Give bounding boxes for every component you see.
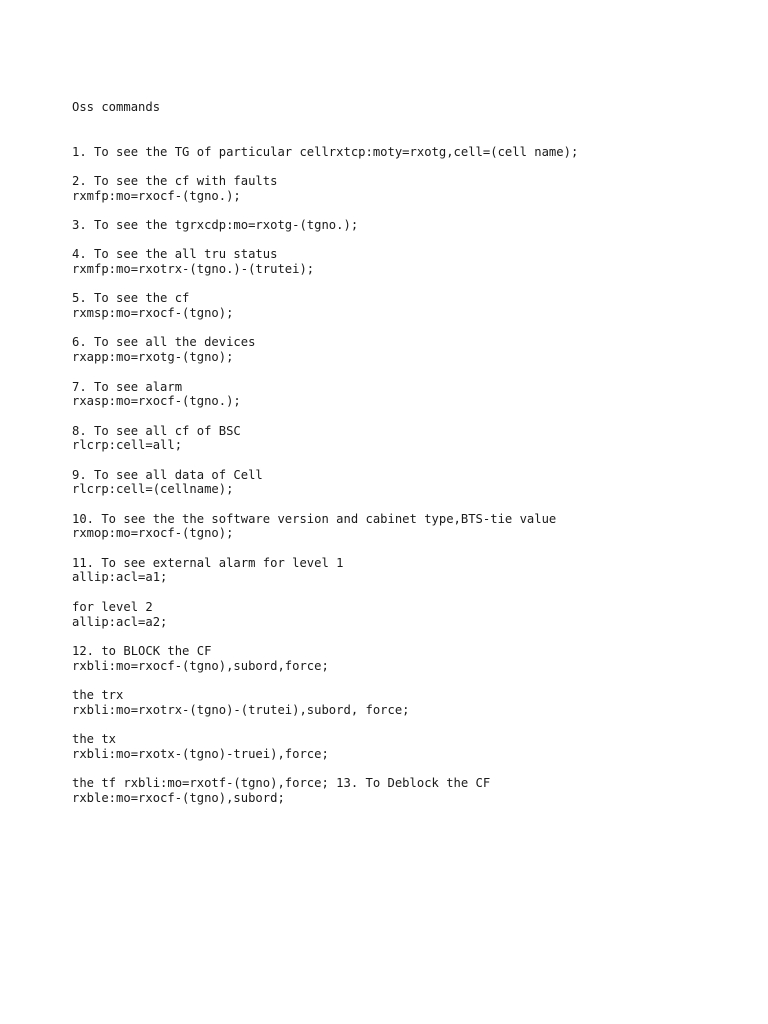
text-line: 4. To see the all tru status: [72, 247, 278, 262]
text-line: rlcrp:cell=all;: [72, 438, 183, 453]
text-line: rlcrp:cell=(cellname);: [72, 482, 234, 497]
blank-line: [72, 321, 752, 336]
text-line: rxbli:mo=rxotx-(tgno)-truei),force;: [72, 746, 329, 761]
text-line: rxasp:mo=rxocf-(tgno.);: [72, 394, 241, 409]
text-line: rxmfp:mo=rxotrx-(tgno.)-(trutei);: [72, 262, 315, 276]
text-line: 1. To see the TG of particular cellrxtcp:moty=rxotg,cell=(cell name);: [72, 144, 579, 159]
blank-line: [72, 365, 752, 380]
document-body: [72, 145, 752, 806]
text-line: rxapp:mo=rxotg-(tgno);: [72, 350, 234, 365]
blank-line: [72, 159, 752, 174]
text-line: rxmop:mo=rxocf-(tgno);: [72, 526, 234, 541]
document-page: [72, 71, 752, 820]
blank-line: [72, 673, 752, 688]
blank-line: [72, 585, 752, 600]
document-title: Oss commands: [72, 100, 161, 115]
text-line: rxble:mo=rxocf-(tgno),subord;: [72, 790, 285, 805]
blank-line: [72, 277, 752, 292]
text-line: the tf rxbli:mo=rxotf-(tgno),force; 13. To Deblock the CF: [72, 776, 491, 791]
blank-line: [72, 717, 752, 732]
text-line: the trx: [72, 687, 124, 702]
text-line: allip:acl=a2;: [72, 614, 168, 629]
text-line: 6. To see all the devices: [72, 335, 256, 350]
text-line: 5. To see the cf: [72, 291, 190, 306]
text-line: 2. To see the cf with faults: [72, 173, 278, 188]
text-line: for level 2: [72, 599, 153, 614]
blank-line: [72, 409, 752, 424]
text-line: 9. To see all data of Cell: [72, 467, 263, 482]
blank-line: [72, 761, 752, 776]
text-line: 7. To see alarm: [72, 379, 183, 394]
text-line: 8. To see all cf of BSC: [72, 423, 241, 438]
text-line: rxbli:mo=rxocf-(tgno),subord,force;: [72, 658, 329, 673]
text-line: rxmfp:mo=rxocf-(tgno.);: [72, 188, 241, 203]
text-line: the tx: [72, 732, 117, 746]
blank-line: [72, 233, 752, 248]
text-line: 10. To see the the software version and cabinet type,BTS-tie value: [72, 511, 557, 526]
blank-line: [72, 203, 752, 218]
text-line: 11. To see external alarm for level 1: [72, 555, 344, 570]
text-line: rxbli:mo=rxotrx-(tgno)-(trutei),subord, force;: [72, 702, 410, 717]
text-line: 3. To see the tgrxcdp:mo=rxotg-(tgno.);: [72, 217, 359, 232]
blank-line: [72, 497, 752, 512]
text-line: rxmsp:mo=rxocf-(tgno);: [72, 306, 234, 321]
text-line: 12. to BLOCK the CF: [72, 643, 212, 658]
blank-line: [72, 629, 752, 644]
blank-line: [72, 541, 752, 556]
text-line: allip:acl=a1;: [72, 570, 168, 585]
blank-line: [72, 453, 752, 468]
